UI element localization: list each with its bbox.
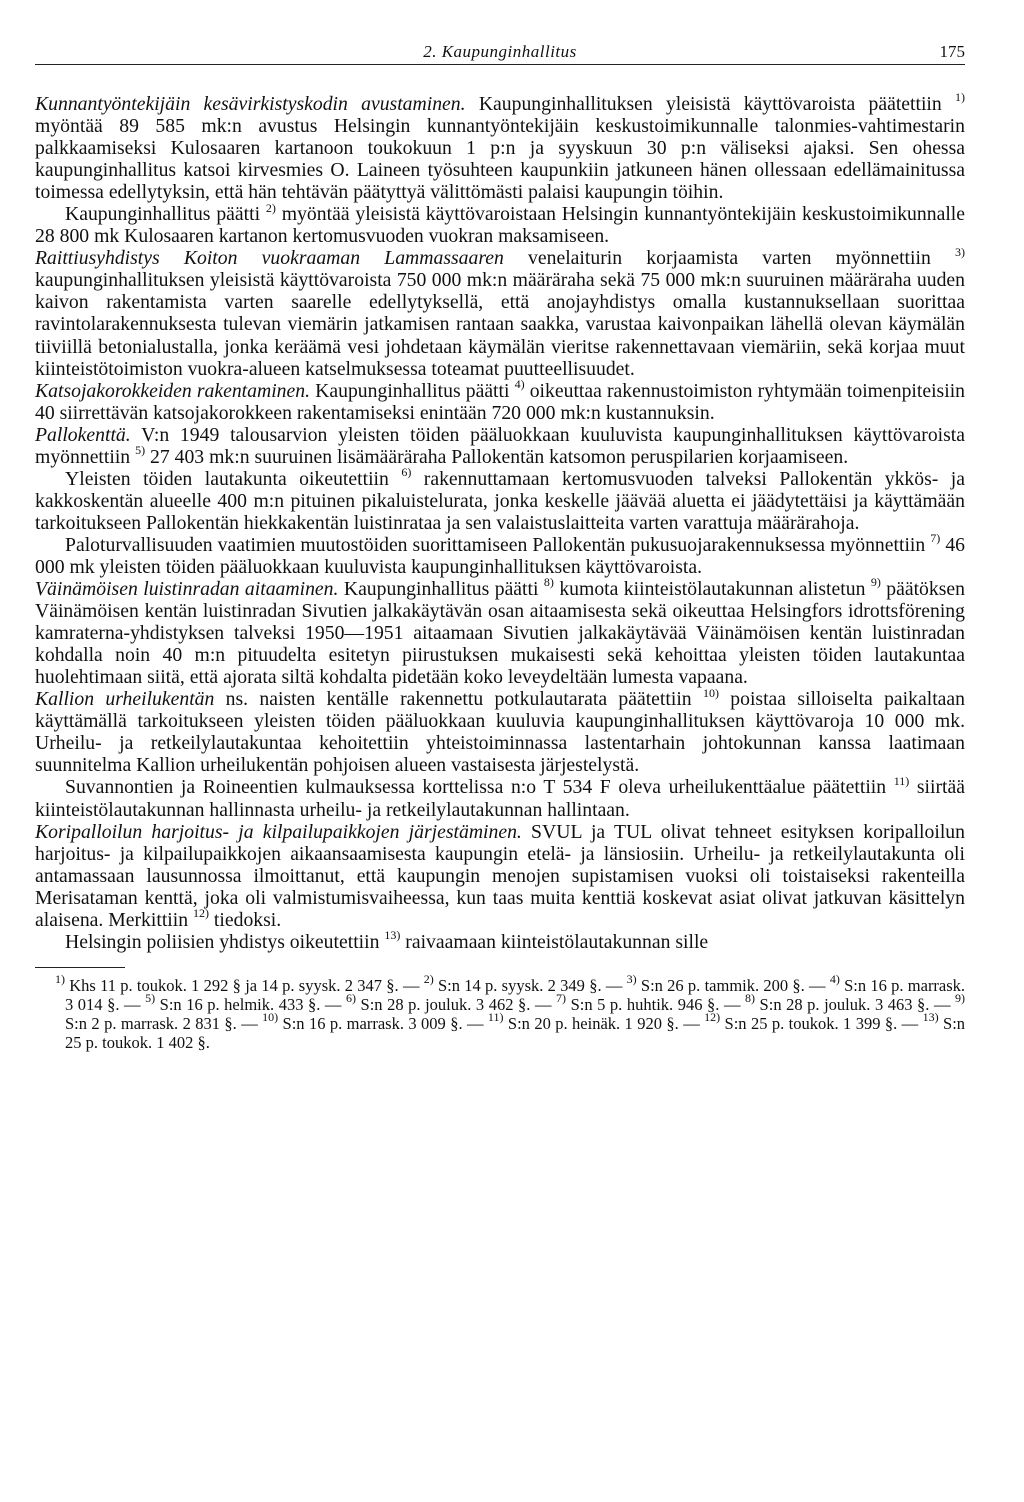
footnote-reference: 7) [930,531,941,546]
paragraph [35,377,966,424]
paragraph-heading: Kallion urheilukentän [35,688,215,711]
paragraph [35,465,965,534]
footnote-mark: 5) [145,991,156,1006]
footnote-text: S:n 25 p. toukok. 1 402 §. [65,1013,966,1052]
footnote-mark: 3) [626,972,637,987]
paragraph [35,90,965,204]
footnote-reference: 9) [870,575,881,590]
footnote-rule [35,967,125,968]
paragraph [35,575,965,689]
footnote-mark: 9) [955,991,966,1006]
footnote-mark: 4) [829,972,840,987]
paragraph-heading: Raittiusyhdistys Koiton vuokraaman Lammassaaren [35,247,504,270]
paragraph-heading: Pallokenttä. [35,423,131,446]
document-page [35,38,965,1052]
footnote-text: S:n 25 p. toukok. 1 399 §. [720,1013,898,1033]
paragraph-text: Kaupunginhallitus päätti [65,203,266,226]
footnote-text: S:n 5 p. huhtik. 946 §. [566,994,720,1014]
footnote-reference: 10) [702,685,719,700]
footnote-text: S:n 16 p. helmik. 433 §. [155,994,321,1014]
paragraph-text: Helsingin poliisien yhdistys oikeutettiin [65,930,385,953]
paragraph [35,685,965,777]
footnote [556,991,720,1014]
footnote-reference: 11) [893,773,910,788]
footnote [145,991,321,1014]
paragraph-text: myöntää 89 585 mk:n avustus Helsingin kunnantyöntekijäin keskustoimikunnalle talonmies-vahtimestarin palkkaamiseksi Kulosaaren kartanoon toukokuun 1 p:n ja syyskuun 30 p:n väliseksi ajaksi. Sen ohessa kaupunginhallitus katsoi kirvesmies O. Laineen työsuhteen kaupunkiin jatkuneen hänen ollessaan edellämainitussa toimessa edellytyksin, että hän tehtävän päätyttyä välittömästi palaisi kaupungin töihin. [35,115,965,204]
footnote-reference: 3) [955,244,965,259]
footnote-reference: 13) [384,928,401,943]
footnote-mark: 1) [55,972,65,987]
footnote-reference: 2) [265,200,276,215]
footnote [487,1010,679,1033]
paragraph [35,200,965,248]
footnote-text: S:n 28 p. jouluk. 3 462 §. [355,994,531,1014]
paragraph-text: 27 403 mk:n suuruinen lisämääräraha Pallokentän katsomon peruspilarien korjaamiseen. [145,445,849,468]
paragraph-text: ns. naisten kentälle rakennettu potkulautarata päätettiin [214,688,703,711]
paragraph-text: siirtää kiinteistölautakunnan hallinnasta urheilu- ja retkeilylautakunnan hallintaan. [35,776,965,821]
paragraph-text: Suvannontien ja Roineentien kulmauksessa korttelissa n:o T 534 F oleva urheilukenttäalue päätettiin [65,776,894,799]
paragraph-text: venelaiturin korjaamista varten myönnettiin [503,247,955,270]
footnote-reference: 1) [955,90,965,105]
footnote-text: S:n 26 p. tammik. 200 §. [636,975,805,995]
footnote-text: Khs 11 p. toukok. 1 292 § ja 14 p. syysk. 2 347 §. [65,975,399,995]
paragraph [35,773,965,821]
footnote-mark: 8) [745,991,755,1006]
paragraph-text: Kaupunginhallitus päätti [310,379,515,402]
paragraph-text: päätöksen Väinämöisen kentän luistinradan Sivutien jalkakäytävän osan aitaamisesta sekä oikeuttaa Helsingfors idrottsförening kamraterna-yhdistyksen talveksi 1950—1951 aitaamaan Sivutien jalkakäytävää Väinämöisen kentän luistinradan kohdalla noin 40 m:n pituudelta esitetyn piirustuksen mukaisesti sekä kehoittaa yleisten töiden lautakuntaa huolehtimaan siitä, että ajorata siltä kohdalta pidetään koko leveydeltään lumesta vapaana. [35,578,965,689]
footnote-reference: 6) [401,465,412,480]
footnote-mark: 13) [922,1010,939,1025]
footnotes: $^{1)}$ Khs 11 p. toukok. 1 292 § ja 14 p. syysk. 2 347 §. — $^{2)}$ S:n 14 p. syysk. 2 349 §. — $^{3)}$ S:n 26 p. tammik. 200 §. — $^{4)}$ S:n 16 p. marrask. 3 014 §. — $^{5)}$ S:n 16 p. helmik. 433 §. — $^{6)}$ S:n 28 p. jouluk. 3 462 §. — $^{7)}$ S:n 5 p. huhtik. 946 §. — $^{8)}$ S:n 28 p. jouluk. 3 463 §. — $^{9)}$ S:n 2 p. marrask. 2 831 §. — $^{10)}$ S:n 16 p. marrask. 3 009 §. — $^{11)}$ S:n 20 p. heinäk. 1 920 §. — $^{12)}$ S:n 25 p. toukok. 1 399 §. — $^{13)}$ S:n 25 p. toukok. 1 402 §. [55,972,966,1052]
footnote [704,1010,898,1033]
footnote-reference: 4) [514,377,525,392]
paragraph-heading: Koripalloilun harjoitus- ja kilpailupaikkojen järjestäminen. [35,820,522,843]
paragraph-text: kaupunginhallituksen yleisistä käyttövaroista 750 000 mk:n määräraha sekä 75 000 mk:n suuruinen määräraha uuden kaivon rakentamista varten saarelle edellytyksellä, että anojayhdistys omalla kustannuksellaan suorittaa ravintolarakennuksesta tulevan viemärin jatkamisen rantaan saakka, varustaa kaivonpaikan lähellä olevan käymälän tiiviillä betonialustalla, jonka keräämä vesi johdetaan käymälän vieritse rakennettavaan viemäriin, sekä korjaa muut kiinteistötoimiston vuokra-alueen katselmuksessa toteamat puutteellisuudet. [35,269,965,380]
paragraph [35,928,965,953]
running-title: 2. Kaupunginhallitus [423,42,577,61]
paragraph-text: Paloturvallisuuden vaatimien muutostöiden suorittamiseen Pallokentän pukusuojarakennuksessa myönnettiin [65,533,931,556]
footnote-reference: 12) [193,906,209,921]
footnote [745,991,930,1014]
footnote-mark: 12) [704,1010,721,1025]
footnote-mark: 2) [423,972,434,987]
footnote-mark: 6) [345,991,356,1006]
paragraph-text: rakennuttamaan kertomusvuoden talveksi Pallokentän ykkös- ja kakkoskentän alueelle 400 m:n pituinen pikaluistelurata, jonka keskelle jäävää aluetta ei jäädytettäisi ja käyttämään tarkoitukseen Pallokentän hiekkakentän luistinrataa ja sen valaistuslaitteita varten varattuja määrärahoja. [35,467,965,534]
paragraph-text: Kaupunginhallitus päätti [338,578,544,601]
footnote-mark: 11) [487,1010,504,1025]
footnote-reference: 5) [135,443,146,458]
footnote [626,972,805,995]
paragraph [35,531,966,578]
body-text [35,90,966,953]
paragraph [35,821,965,931]
paragraph-text: Kaupunginhallituksen yleisistä käyttövaroista päätettiin [465,93,955,115]
paragraph-text: Yleisten töiden lautakunta oikeutettiin [65,467,402,490]
footnote-text: S:n 16 p. marrask. 3 014 §. [65,975,966,1014]
paragraph-heading: Katsojakorokkeiden rakentaminen. [35,379,311,402]
paragraph-text: V:n 1949 talousarvion yleisten töiden pääluokkaan kuuluvista kaupunginhallituksen käyttövaroista myönnettiin [35,423,965,468]
footnote-mark: 10) [262,1010,279,1025]
footnote [262,1010,463,1033]
footnote [423,972,602,995]
footnote-mark: 7) [556,991,567,1006]
footnote-text: S:n 16 p. marrask. 3 009 §. [278,1013,463,1033]
paragraph-text: kumota kiinteistölautakunnan alistetun [553,578,871,601]
paragraph-text: raivaamaan kiinteistölautakunnan sille [400,930,709,953]
paragraph-text: tiedoksi. [209,908,282,931]
paragraph-heading: Väinämöisen luistinradan aitaaminen. [35,578,339,601]
paragraph-text: poistaa silloiselta paikaltaan käyttämällä tarkoitukseen yleisten töiden pääluokkaan kuuluvia kaupunginhallituksen käyttövaroja 10 000 mk. Urheilu- ja retkeilylautakuntaa kehoitettiin yhteistoiminnassa lastentarhain johtokunnan kanssa laatimaan suunnitelma Kallion urheilukentän pohjoisen alueen vastaisesta järjestelystä. [35,688,965,777]
page-number: 175 [939,42,965,61]
footnote-text: S:n 28 p. jouluk. 3 463 §. [755,994,930,1014]
running-header [35,38,965,65]
footnote-text: S:n 14 p. syysk. 2 349 §. [433,975,602,995]
paragraph-text: myöntää yleisistä käyttövaroistaan Helsingin kunnantyöntekijäin keskustoimikunnalle 28 800 mk Kulosaaren kartanon kertomusvuoden vuokran maksamiseen. [35,203,965,248]
paragraph [35,424,965,468]
footnote-reference: 8) [543,575,554,590]
paragraph-text: oikeuttaa rakennustoimiston ryhtymään toimenpiteisiin 40 siirrettävän katsojakorokkeen rakentamiseksi enintään 720 000 mk:n kustannuksin. [35,379,966,424]
footnote-text: S:n 20 p. heinäk. 1 920 §. [503,1013,679,1033]
paragraph [35,244,965,380]
paragraph-text: SVUL ja TUL olivat tehneet esityksen koripalloilun harjoitus- ja kilpailupaikkojen aikaansaamisesta kaupungin etelä- ja länsiosiin. Urheilu- ja retkeilylautakunta oli antamassaan lausunnossa ilmoittanut, että kaupungin menojen supistamisen vuoksi oli toistaiseksi rakenteilla Merisataman kenttä, joka oli valmistumisvaiheessa, kun taas muita kenttiä koskevat asiat olivat jatkuvan käsittelyn alaisena. Merkittiin [35,820,965,931]
footnote-text: S:n 2 p. marrask. 2 831 §. [65,1013,237,1033]
paragraph-heading: Kunnantyöntekijäin kesävirkistyskodin avustaminen. [35,93,466,115]
paragraph-text: 46 000 mk yleisten töiden pääluokkaan kuuluvista kaupunginhallituksen käyttövaroista. [35,533,966,578]
